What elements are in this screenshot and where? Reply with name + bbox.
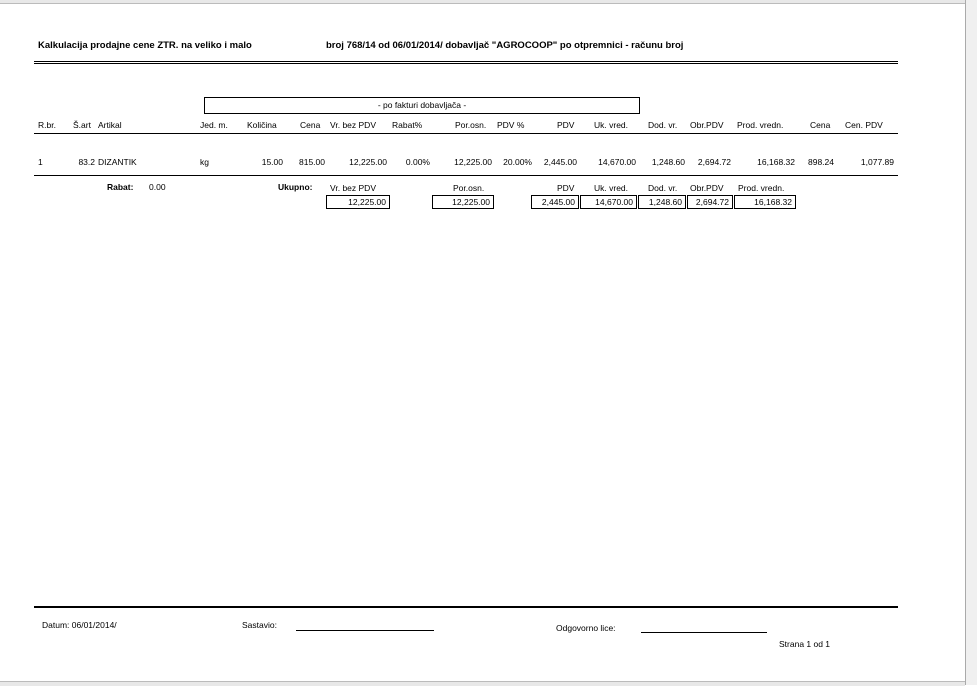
tot-label-pdv: PDV (557, 183, 575, 193)
page-number: Strana 1 od 1 (779, 639, 831, 649)
sastavio-signature-line (296, 630, 434, 631)
col-kolicina: Količina (247, 120, 277, 130)
col-prod-vredn: Prod. vredn. (737, 120, 784, 130)
cell-cena: 815.00 (299, 157, 325, 167)
tot-box-vr-bez-pdv: 12,225.00 (326, 195, 390, 209)
col-uk-vred: Uk. vred. (594, 120, 629, 130)
title-divider-2 (34, 63, 898, 64)
report-title: Kalkulacija prodajne cene ZTR. na veliko i malo (38, 40, 252, 51)
col-vr-bez-pdv: Vr. bez PDV (330, 120, 376, 130)
tot-label-vr-bez-pdv: Vr. bez PDV (330, 183, 376, 193)
cell-vr-bez-pdv: 12,225.00 (349, 157, 387, 167)
cell-rbr: 1 (38, 157, 43, 167)
tot-label-obr-pdv: Obr.PDV (690, 183, 724, 193)
tot-box-prod-vredn: 16,168.32 (734, 195, 796, 209)
cell-rabat-pct: 0.00% (405, 157, 430, 167)
viewer-scrollbar[interactable] (965, 0, 977, 685)
rabat-value: 0.00 (149, 182, 166, 192)
col-sart: Š.art (73, 120, 91, 130)
col-cena: Cena (300, 120, 321, 130)
cell-pdv: 2,445.00 (543, 157, 577, 167)
col-cen-pdv: Cen. PDV (845, 120, 883, 130)
cell-obr-pdv: 2,694.72 (697, 157, 731, 167)
cell-uk-vred: 14,670.00 (598, 157, 636, 167)
header-divider (34, 133, 898, 134)
col-rbr: R.br. (38, 120, 56, 130)
viewer-bottom-edge (0, 681, 965, 686)
cell-cen-pdv: 1,077.89 (860, 157, 894, 167)
cell-jedm: kg (200, 157, 209, 167)
report-subtitle: broj 768/14 od 06/01/2014/ dobavljač "AGROCOOP" po otpremnici - računu broj (326, 40, 684, 51)
viewer-top-edge (0, 0, 965, 4)
group-label-box (204, 97, 640, 114)
col-obr-pdv: Obr.PDV (690, 120, 724, 130)
cell-artikal: DIZANTIK (98, 157, 137, 167)
footer-sastavio: Sastavio: (242, 620, 277, 630)
col-pdv-pct: PDV % (497, 120, 525, 130)
rabat-label: Rabat: (107, 182, 134, 192)
col-artikal: Artikal (98, 120, 122, 130)
tot-label-uk-vred: Uk. vred. (594, 183, 629, 193)
cell-kolicina: 15.00 (261, 157, 283, 167)
group-label: - po fakturi dobavljača - (377, 100, 467, 110)
col-cena2: Cena (810, 120, 831, 130)
odgovorno-signature-line (641, 632, 767, 633)
col-dod-vr: Dod. vr. (648, 120, 678, 130)
tot-label-prod-vredn: Prod. vredn. (738, 183, 785, 193)
cell-cena2: 898.24 (808, 157, 834, 167)
title-divider (34, 61, 898, 62)
tot-box-dod-vr: 1,248.60 (638, 195, 686, 209)
cell-sart: 83.2 (78, 157, 95, 167)
tot-box-uk-vred: 14,670.00 (580, 195, 637, 209)
ukupno-label: Ukupno: (278, 182, 313, 192)
col-por-osn: Por.osn. (455, 120, 487, 130)
tot-label-por-osn: Por.osn. (453, 183, 485, 193)
col-jedm: Jed. m. (200, 120, 228, 130)
tot-box-pdv: 2,445.00 (531, 195, 579, 209)
tot-box-por-osn: 12,225.00 (432, 195, 494, 209)
cell-pdv-pct: 20.00% (503, 157, 532, 167)
col-rabat-pct: Rabat% (392, 120, 423, 130)
row-divider (34, 175, 898, 176)
cell-por-osn: 12,225.00 (454, 157, 492, 167)
footer-datum: Datum: 06/01/2014/ (42, 620, 117, 630)
footer-odgovorno: Odgovorno lice: (556, 623, 616, 633)
tot-label-dod-vr: Dod. vr. (648, 183, 678, 193)
footer-divider (34, 606, 898, 608)
col-pdv: PDV (557, 120, 575, 130)
cell-dod-vr: 1,248.60 (651, 157, 685, 167)
cell-prod-vredn: 16,168.32 (757, 157, 795, 167)
tot-box-obr-pdv: 2,694.72 (687, 195, 733, 209)
